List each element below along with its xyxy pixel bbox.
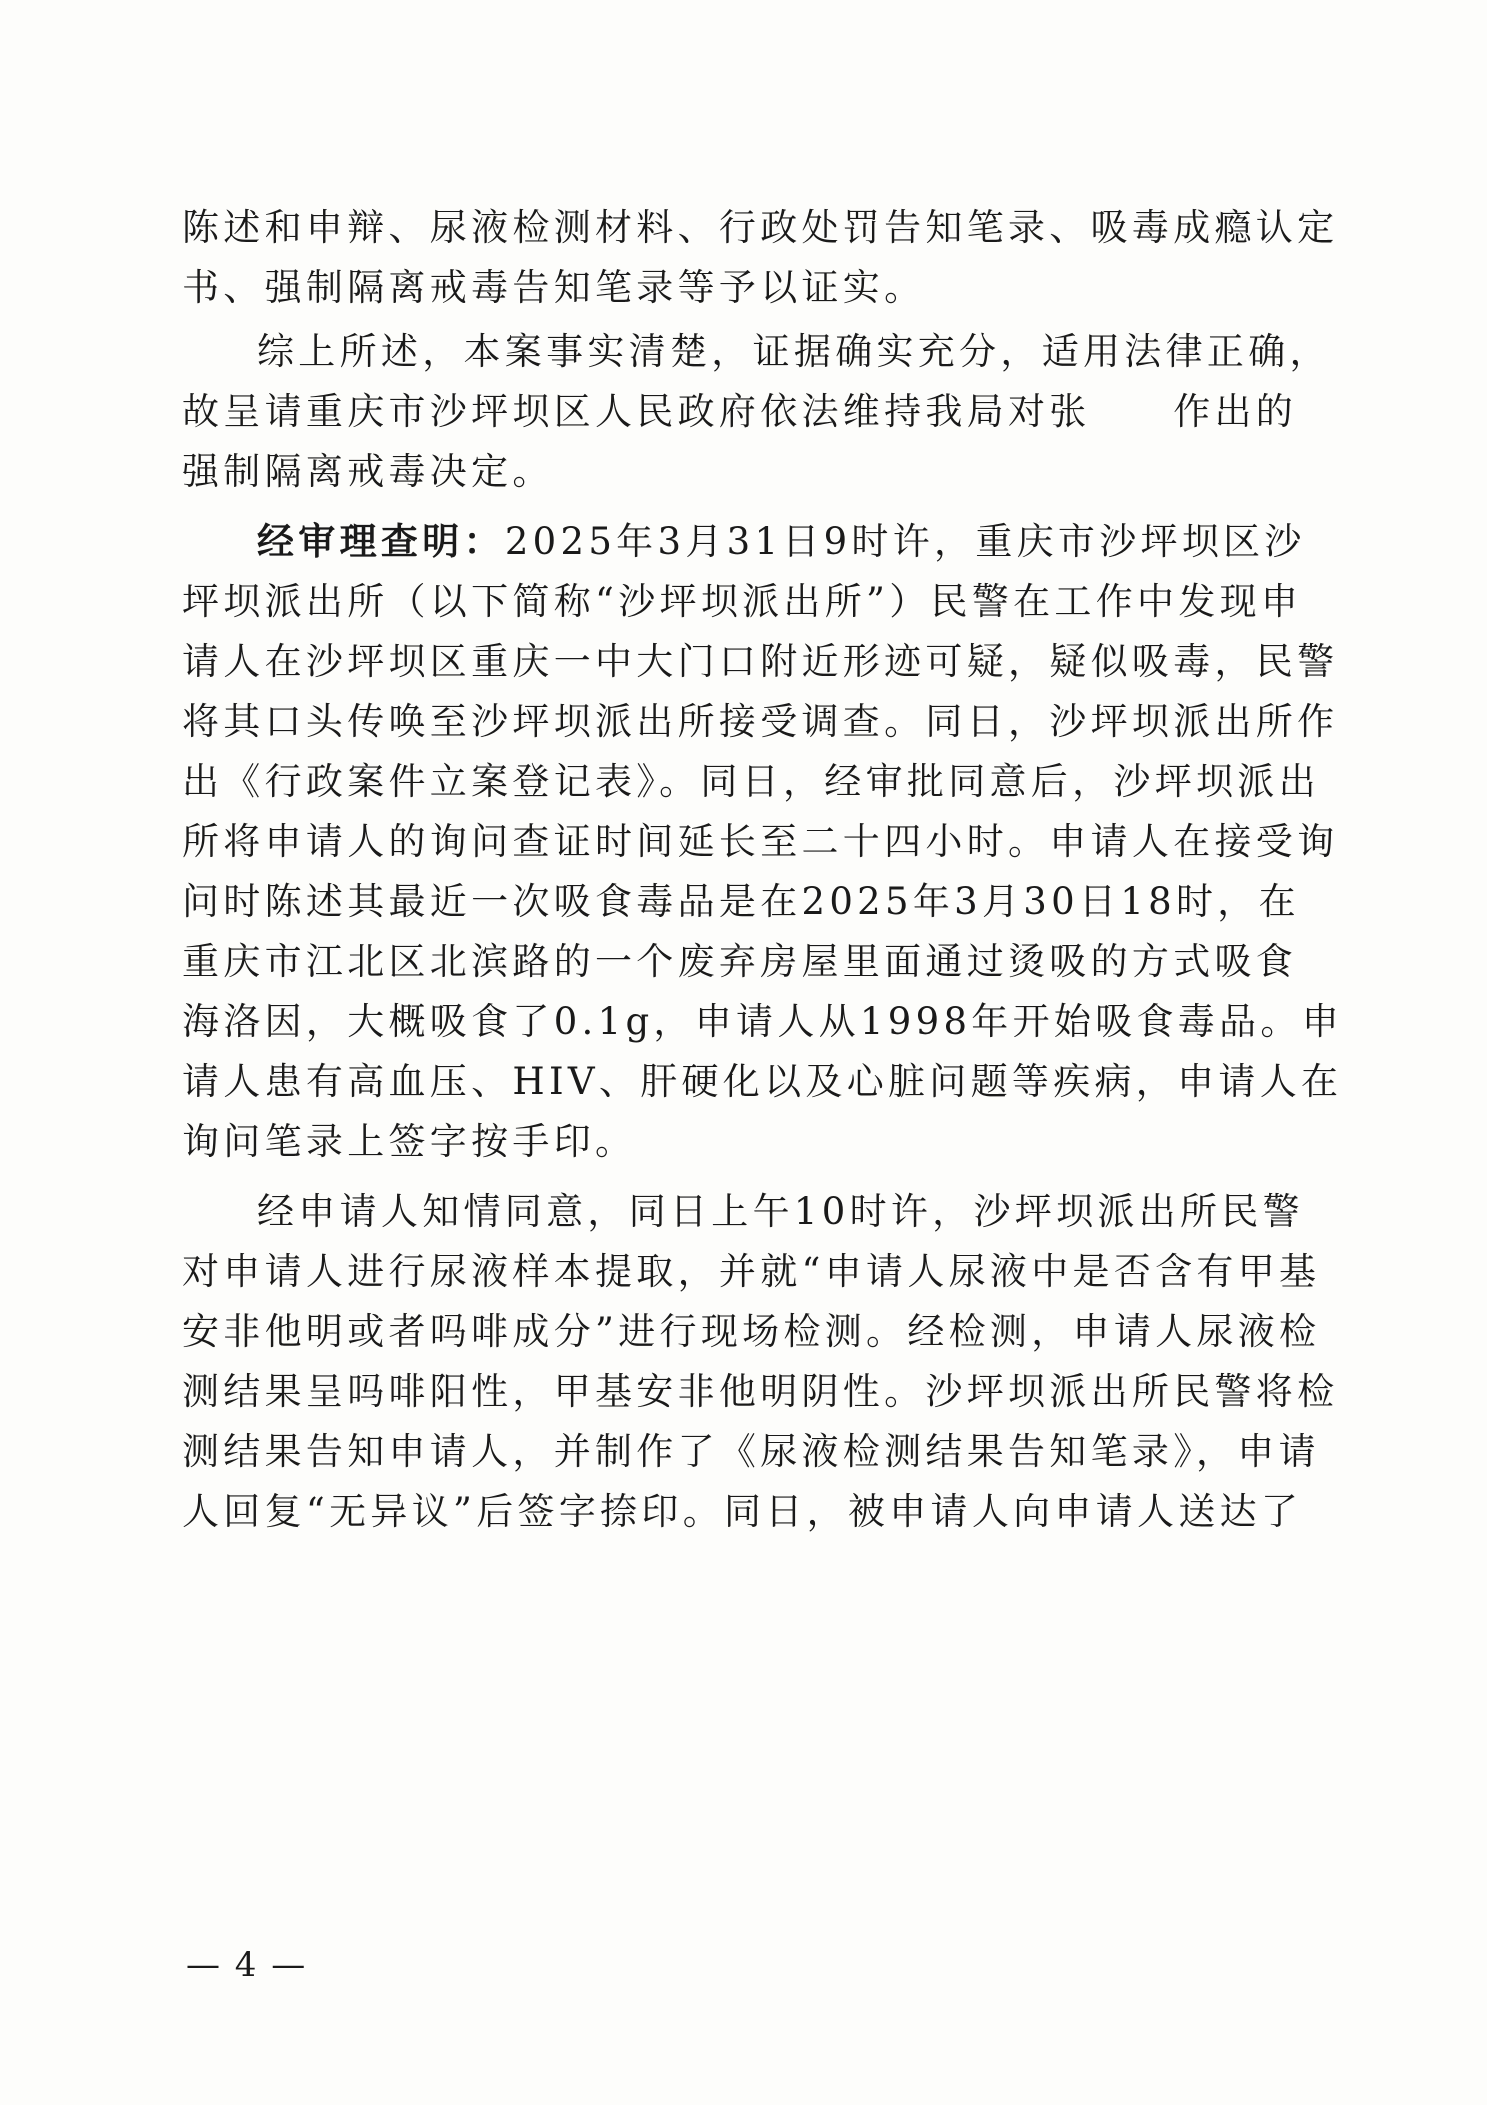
text-line: 重庆市江北区北滨路的一个废弃房屋里面通过烫吸的方式吸食 bbox=[182, 940, 1298, 983]
text-line: 所将申请人的询问查证时间延长至二十四小时。申请人在接受询 bbox=[182, 820, 1339, 863]
page-number: — 4 — bbox=[186, 1945, 308, 1985]
text-line: 坪坝派出所（以下简称“沙坪坝派出所”）民警在工作中发现申 bbox=[182, 580, 1303, 623]
paragraph-start-line: 经审理查明：2025年3月31日9时许，重庆市沙坪坝区沙 bbox=[257, 519, 1306, 563]
paragraph-start-line: 综上所述，本案事实清楚，证据确实充分，适用法律正确， bbox=[257, 330, 1331, 373]
text-line: 书、强制隔离戒毒告知笔录等予以证实。 bbox=[182, 266, 926, 309]
text-line: 测结果告知申请人，并制作了《尿液检测结果告知笔录》，申请 bbox=[182, 1430, 1320, 1473]
paragraph-start-line: 经申请人知情同意，同日上午10时许，沙坪坝派出所民警 bbox=[257, 1190, 1304, 1233]
finding-heading: 经审理查明： bbox=[257, 519, 505, 563]
text-line: 请人患有高血压、HIV、肝硬化以及心脏问题等疾病，申请人在 bbox=[182, 1060, 1343, 1103]
text-line: 出《行政案件立案登记表》。同日，经审批同意后，沙坪坝派出 bbox=[182, 760, 1320, 803]
text-line: 陈述和申辩、尿液检测材料、行政处罚告知笔录、吸毒成瘾认定 bbox=[182, 206, 1339, 249]
text-line: 询问笔录上签字按手印。 bbox=[182, 1120, 637, 1163]
text-line: 故呈请重庆市沙坪坝区人民政府依法维持我局对张 作出的 bbox=[182, 390, 1298, 433]
text-line: 对申请人进行尿液样本提取，并就“申请人尿液中是否含有甲基 bbox=[182, 1250, 1321, 1293]
text-line: 安非他明或者吗啡成分”进行现场检测。经检测，申请人尿液检 bbox=[182, 1310, 1321, 1353]
text-line: 问时陈述其最近一次吸食毒品是在2025年3月30日18时，在 bbox=[182, 880, 1300, 923]
text-line: 测结果呈吗啡阳性，甲基安非他明阴性。沙坪坝派出所民警将检 bbox=[182, 1370, 1339, 1413]
text-line: 强制隔离戒毒决定。 bbox=[182, 450, 554, 493]
text-line: 将其口头传唤至沙坪坝派出所接受调查。同日，沙坪坝派出所作 bbox=[182, 700, 1339, 743]
text-line: 人回复“无异议”后签字捺印。同日，被申请人向申请人送达了 bbox=[182, 1490, 1303, 1533]
text-line: 海洛因，大概吸食了0.1g，申请人从1998年开始吸食毒品。申 bbox=[182, 1000, 1343, 1043]
text-line: 请人在沙坪坝区重庆一中大门口附近形迹可疑，疑似吸毒，民警 bbox=[182, 640, 1339, 683]
